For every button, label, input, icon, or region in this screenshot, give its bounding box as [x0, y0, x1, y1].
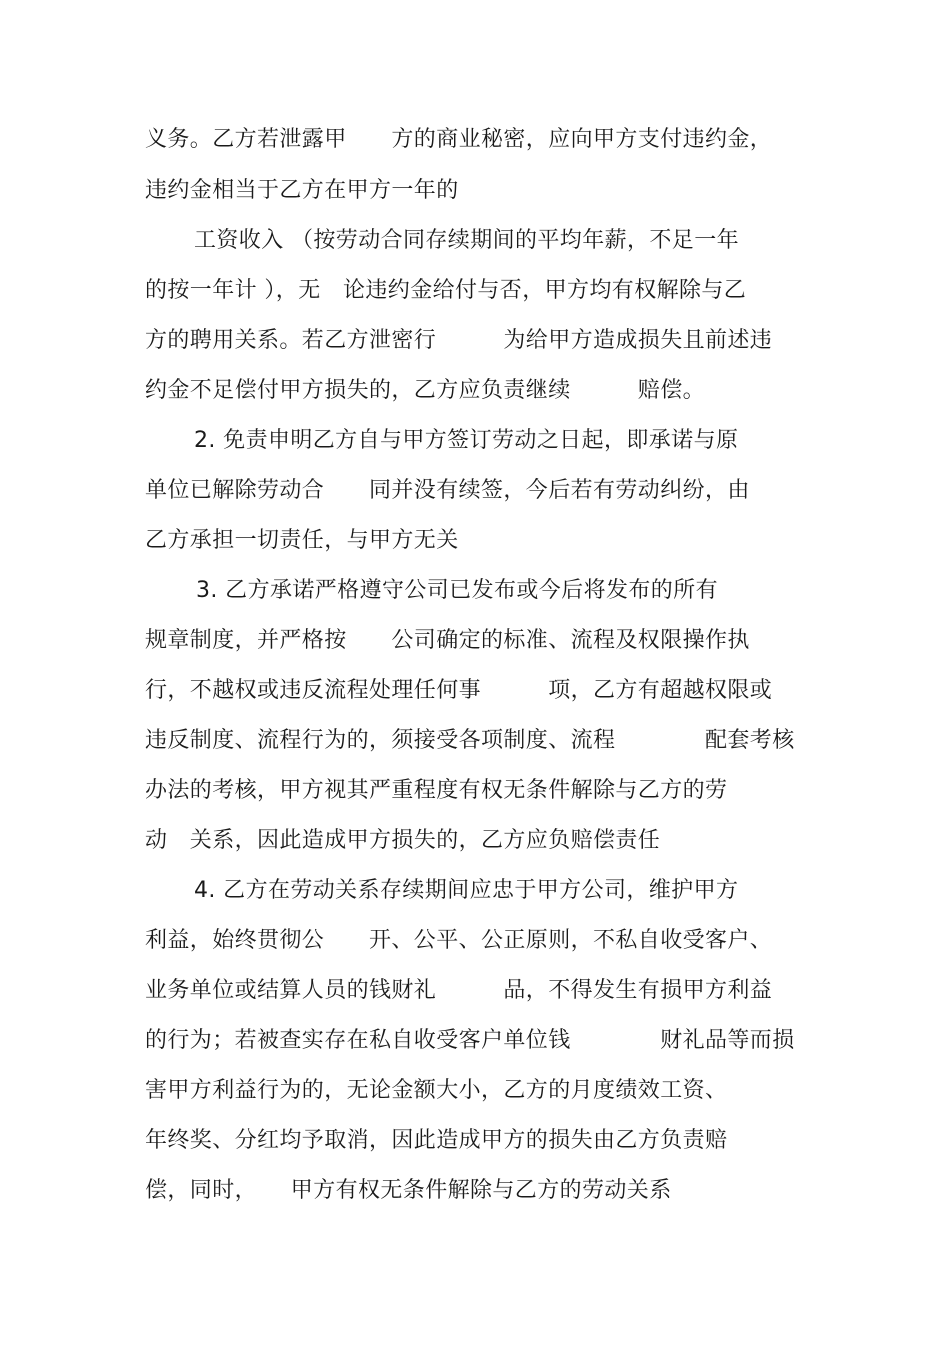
text-line: 行，不越权或违反流程处理任何事 项，乙方有超越权限或: [145, 678, 773, 703]
text-line: 的行为；若被查实存在私自收受客户单位钱 财礼品等而损: [145, 1028, 795, 1053]
text-line: 办法的考核，甲方视其严重程度有权无条件解除与乙方的劳: [145, 778, 728, 803]
text-line: 单位已解除劳动合 同并没有续签，今后若有劳动纠纷，由: [145, 478, 750, 503]
text-line: 违反制度、流程行为的，须接受各项制度、流程 配套考核: [145, 728, 795, 753]
text-line: 工资收入 （按劳动合同存续期间的平均年薪，不足一年: [194, 228, 739, 253]
text-line: 4. 乙方在劳动关系存续期间应忠于甲方公司，维护甲方: [194, 878, 739, 903]
text-line: 的按一年计 ），无 论违约金给付与否，甲方均有权解除与乙: [145, 278, 747, 303]
text-line: 3. 乙方承诺严格遵守公司已发布或今后将发布的所有: [196, 578, 718, 603]
text-line: 方的聘用关系。若乙方泄密行 为给甲方造成损失且前述违: [145, 328, 773, 353]
text-line: 偿，同时， 甲方有权无条件解除与乙方的劳动关系: [145, 1178, 672, 1203]
text-line: 业务单位或结算人员的钱财礼 品，不得发生有损甲方利益: [145, 978, 773, 1003]
text-line: 约金不足偿付甲方损失的，乙方应负责继续 赔偿。: [145, 378, 706, 403]
text-line: 利益，始终贯彻公 开、公平、公正原则，不私自收受客户、: [145, 928, 773, 953]
text-line: 害甲方利益行为的，无论金额大小，乙方的月度绩效工资、: [145, 1078, 728, 1103]
text-line: 2. 免责申明乙方自与甲方签订劳动之日起，即承诺与原: [194, 428, 739, 453]
text-line: 义务。乙方若泄露甲 方的商业秘密，应向甲方支付违约金，: [145, 127, 773, 152]
text-line: 乙方承担一切责任，与甲方无关: [145, 528, 459, 553]
text-line: 违约金相当于乙方在甲方一年的: [145, 178, 459, 203]
text-line: 规章制度，并严格按 公司确定的标准、流程及权限操作执: [145, 628, 750, 653]
text-line: 动 关系，因此造成甲方损失的，乙方应负赔偿责任: [145, 828, 661, 853]
text-line: 年终奖、分红均予取消，因此造成甲方的损失由乙方负责赔: [145, 1128, 728, 1153]
